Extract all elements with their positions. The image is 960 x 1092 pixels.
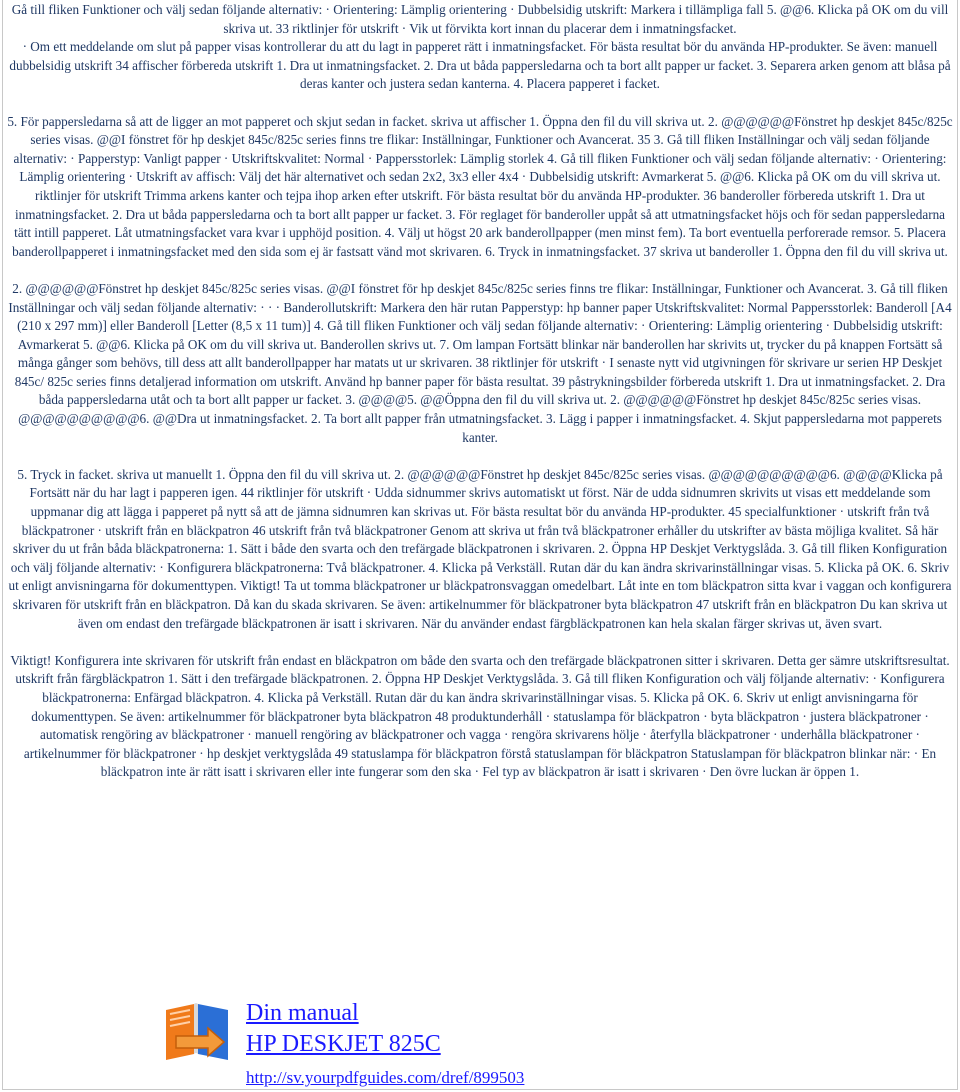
manual-product-link[interactable]: HP DESKJET 825C bbox=[246, 1031, 441, 1057]
book-arrow-icon bbox=[158, 996, 238, 1066]
paragraph-1: Gå till fliken Funktioner och välj sedan följande alternativ: · Orientering: Lämplig orientering · Dubbelsidig utskrift: Markera i tillämpliga fall 5. @@6. Klicka på OK om du vill skriva ut. 33 riktlinjer för utskrift · Vik ut förvikta kort innan du placerar dem i inmatningsfacket. bbox=[11, 2, 949, 36]
paragraph-2: · Om ett meddelande om slut på papper visas kontrollerar du att du lagt in papperet rätt i inmatningsfacket. För bästa resultat bör du använda HP-produkter. Se även: manuell dubbelsidig utskrift 34 affischer förbereda utskrift 1. Dra ut inmatningsfacket. 2. Dra ut båda pappersledarna och ta bort allt papper ur facket. 3. Separera arken genom att blåsa på deras kanter och justera sedan kanterna. 4. Placera papperet i facket. bbox=[9, 39, 951, 92]
document-page bbox=[2, 0, 958, 1090]
manual-url-link[interactable]: http://sv.yourpdfguides.com/dref/899503 bbox=[246, 1068, 525, 1087]
paragraph-5: 5. Tryck in facket. skriva ut manuellt 1. Öppna den fil du vill skriva ut. 2. @@@@@@Fönstret hp deskjet 845c/825c series visas. @@@@@@@@@@6. @@@@Klicka på Fortsätt när du har lagt i papperen igen. 44 riktlinjer för utskrift · Udda sidnummer skrivs automatiskt ut först. När de udda sidnumren skrivits ut visas ett meddelande som uppmanar dig att lägga i papperet på nytt så att de jämna sidnumren kan skrivas ut. För bästa resultat bör du använda HP-produkter. 45 specialfunktioner · utskrift från två bläckpatroner · utskrift från en bläckpatron 46 utskrift från två bläckpatroner Genom att skriva ut från två bläckpatroner erhåller du utskrifter av bästa möjliga kvalitet. Så här skriver du ut från båda bläckpatronerna: 1. Sätt i både den svarta och den trefärgade bläckpatronen i skrivaren. 2. Öppna HP Deskjet Verktygslåda. 3. Gå till fliken Konfiguration och välj följande alternativ: · Konfigurera bläckpatronerna: Två bläckpatroner. 4. Klicka på Verkställ. Rutan där du kan ändra skrivarinställningar visas. 5. Klicka på OK. 6. Skriv ut enligt anvisningarna för dokumenttypen. Viktigt! Ta ut tomma bläckpatroner ur bläckpatronsvaggan omedelbart. Låt inte en tom bläckpatron sitta kvar i vaggan och konfigurera skrivaren för utskrift från en bläckpatron. Då kan du skada skrivaren. Se även: artikelnummer för bläckpatroner byta bläckpatron 47 utskrift från en bläckpatron Du kan skriva ut även om endast den trefärgade bläckpatronen är isatt i skrivaren. När du använder endast färgbläckpatronen kan hela skalan färger skrivas ut, även svart. bbox=[8, 466, 952, 631]
paragraph-6: Viktigt! Konfigurera inte skrivaren för utskrift från endast en bläckpatron om både den svarta och den trefärgade bläckpatronen sitter i skrivaren. Detta ger sämre utskriftsresultat. utskrift från färgbläckpatron 1. Sätt i den trefärgade bläckpatronen. 2. Öppna HP Deskjet Verktygslåda. 3. Gå till fliken Konfiguration och välj följande alternativ: · Konfigurera bläckpatronerna: Enfärgad bläckpatron. 4. Klicka på Verkställ. Rutan där du kan ändra skrivarinställningar visas. 5. Klicka på OK. 6. Skriv ut enligt anvisningarna för dokumenttypen. Se även: artikelnummer för bläckpatroner byta bläckpatron 48 produktunderhåll · statuslampa för bläckpatron · byta bläckpatron · justera bläckpatroner · automatisk rengöring av bläckpatroner · manuell rengöring av bläckpatroner och vagga · rengöra skrivarens hölje · återfylla bläckpatroner · underhålla bläckpatroner · artikelnummer för bläckpatroner · hp deskjet verktygslåda 49 statuslampa för bläckpatron förstå statuslampan för bläckpatron Statuslampan för bläckpatron blinkar när: · En bläckpatron inte är rätt isatt i skrivaren eller inte fungerar som den ska · Fel typ av bläckpatron är isatt i skrivaren · Den övre luckan är öppen 1. bbox=[10, 652, 950, 780]
manual-text-body bbox=[3, 0, 957, 782]
manual-links bbox=[246, 998, 524, 1090]
manual-title-link[interactable]: Din manual bbox=[246, 1000, 359, 1026]
manual-footer bbox=[148, 992, 948, 1086]
paragraph-3: 5. För pappersledarna så att de ligger an mot papperet och skjut sedan in facket. skriva ut affischer 1. Öppna den fil du vill skriva ut. 2. @@@@@@Fönstret hp deskjet 845c/825c series visas. @@I fönstret för hp deskjet 845c/825c series finns tre flikar: Inställningar, Funktioner och Avancerat. 35 3. Gå till fliken Inställningar och välj sedan följande alternativ: · Papperstyp: Vanligt papper · Utskriftskvalitet: Normal · Pappersstorlek: Lämplig storlek 4. Gå till fliken Funktioner och välj sedan följande alternativ: · Orientering: Lämplig orientering · Utskrift av affisch: Välj det här alternativet och sedan 2x2, 3x3 eller 4x4 · Dubbelsidig utskrift: Avmarkerat 5. @@6. Klicka på OK om du vill skriva ut. riktlinjer för utskrift Trimma arkens kanter och tejpa ihop arken efter utskrift. För bästa resultat bör du använda HP-produkter. 36 banderoller förbereda utskrift 1. Dra ut inmatningsfacket. 2. Dra ut båda pappersledarna och ta bort allt papper ur facket. 3. För reglaget för banderoller uppåt så att utmatningsfacket höjs och för sedan pappersledarna tätt intill papperet. Låt utmatningsfacket vara kvar i upphöjd position. 4. Välj ut högst 20 ark banderollpapper (men minst fem). Ta bort eventuella perforerade remsor. 5. Placera banderollpapperet i inmatningsfacket med den sida som ej är fastsatt vänd mot skrivaren. 6. Tryck in inmatningsfacket. 37 skriva ut banderoller 1. Öppna den fil du vill skriva ut. bbox=[7, 113, 953, 259]
paragraph-4: 2. @@@@@@Fönstret hp deskjet 845c/825c series visas. @@I fönstret för hp deskjet 845c/825c series finns tre flikar: Inställningar, Funktioner och Avancerat. 3. Gå till fliken Inställningar och välj sedan följande alternativ: · · · Banderollutskrift: Markera den här rutan Papperstyp: hp banner paper Utskriftskvalitet: Normal Pappersstorlek: Banderoll [A4 (210 x 297 mm)] eller Banderoll [Letter (8,5 x 11 tum)] 4. Gå till fliken Funktioner och välj sedan följande alternativ: · Orientering: Lämplig orientering · Dubbelsidig utskrift: Avmarkerat 5. @@6. Klicka på OK om du vill skriva ut. Banderollen skrivs ut. 7. Om lampan Fortsätt blinkar när banderollen har skrivits ut, trycker du på knappen Fortsätt så många gånger som behövs, till dess att allt banderollpapper har matats ut ur skrivaren. 38 riktlinjer för utskrift · I senaste nytt vid utgivningen för skrivare ur serien HP Deskjet 845c/ 825c series finns detaljerad information om utskrift. Använd hp banner paper för bästa resultat. 39 påstrykningsbilder förbereda utskrift 1. Dra ut inmatningsfacket. 2. Dra båda pappersledarna utåt och ta bort allt papper ur facket. 3. @@@@5. @@Öppna den fil du vill skriva ut. 2. @@@@@@Fönstret hp deskjet 845c/825c series visas. @@@@@@@@@@6. @@Dra ut inmatningsfacket. 2. Ta bort allt papper från utmatningsfacket. 3. Lägg i papper i inmatningsfacket. 4. Skjut pappersledarna mot papperets kanter. bbox=[8, 280, 952, 445]
